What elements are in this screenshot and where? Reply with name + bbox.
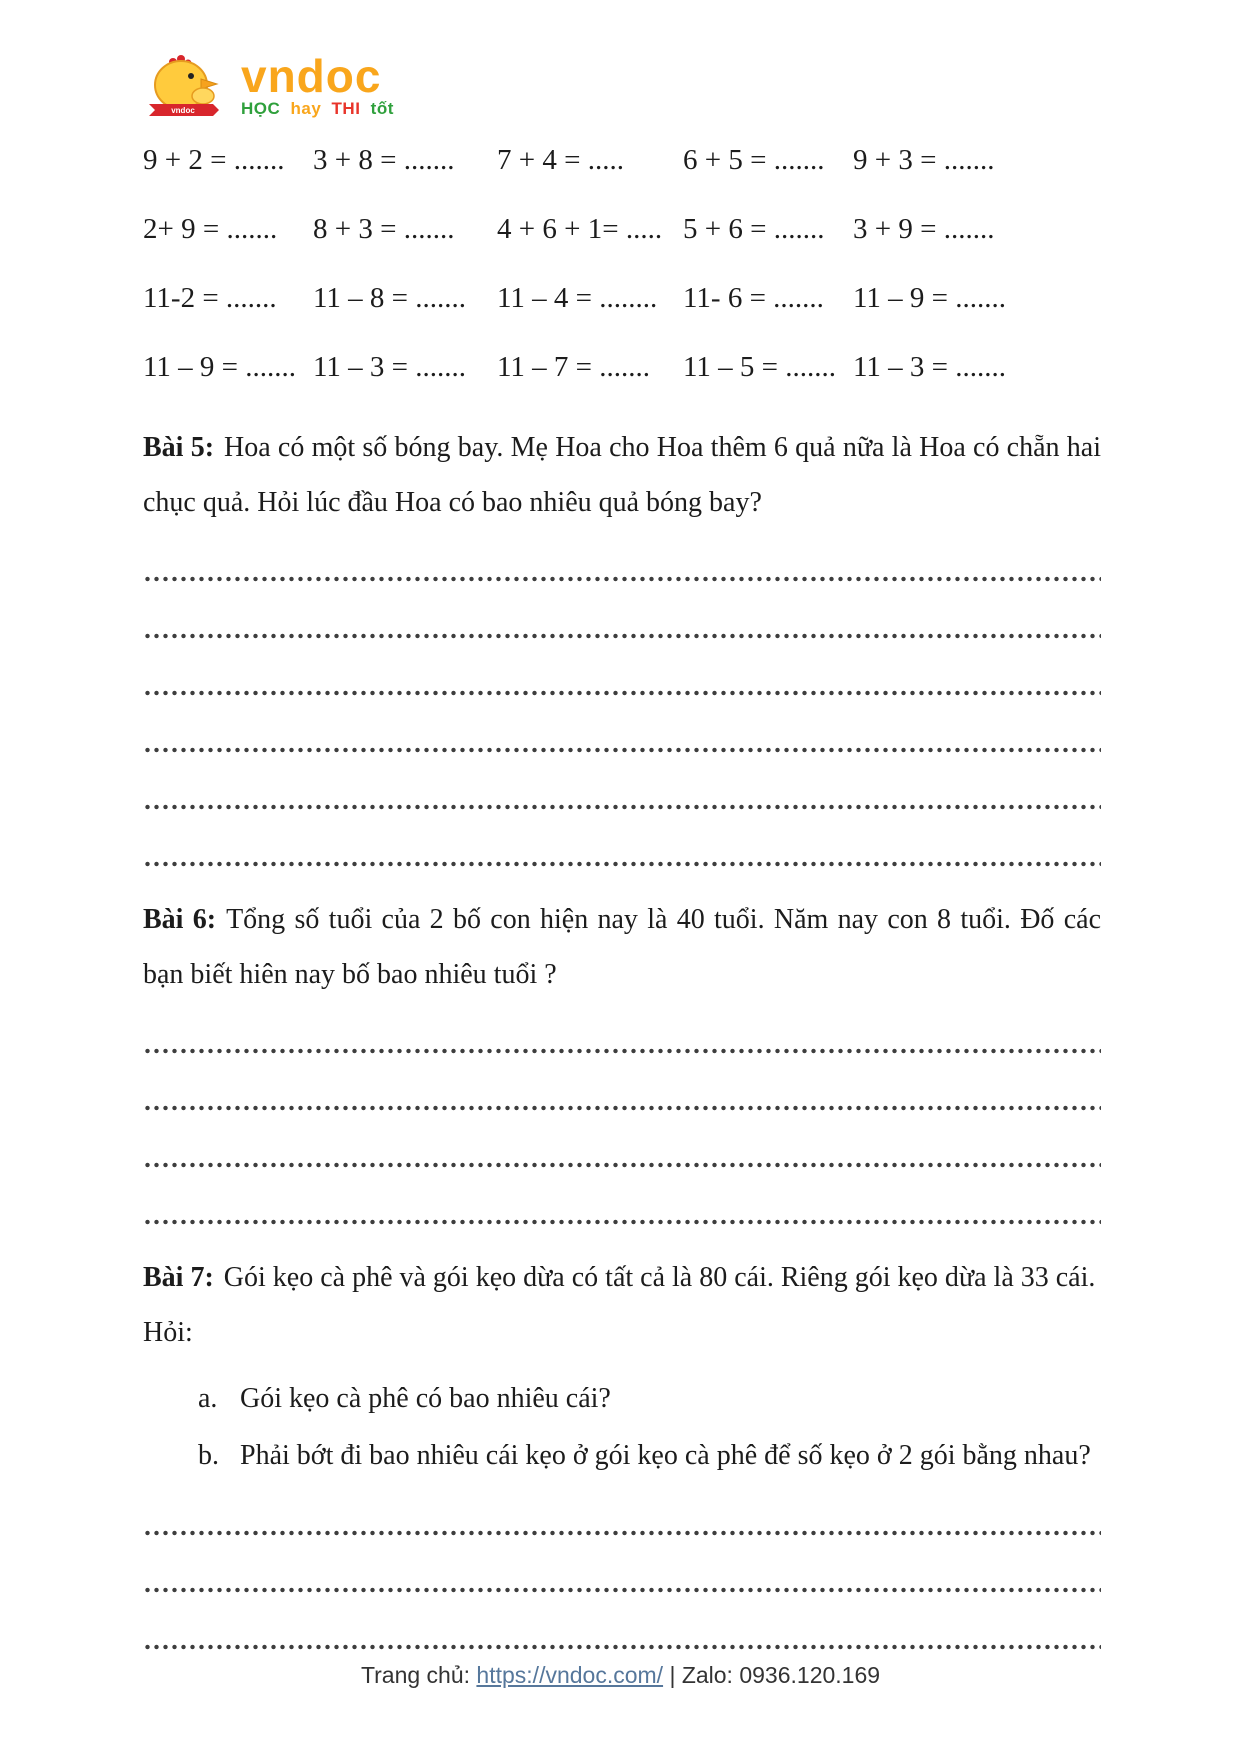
exercise-6-statement (143, 892, 1101, 1002)
tagline-word: HỌC (241, 99, 281, 118)
math-problem: 7 + 4 = ..... (497, 144, 624, 176)
ribbon-text: vndoc (171, 106, 195, 115)
exercise-7-statement (143, 1250, 1101, 1305)
math-problem: 11 – 3 = ....... (313, 351, 467, 383)
math-problem: 4 + 6 + 1= ..... (497, 213, 663, 245)
exercise-7-label: Bài 7: (143, 1262, 214, 1293)
math-row (143, 144, 1101, 177)
math-row (143, 282, 1101, 315)
footer-suffix: | Zalo: 0936.120.169 (663, 1662, 881, 1688)
brand-wordmark: vndoc (241, 50, 382, 102)
answer-line (143, 534, 1101, 591)
math-problem: 11 – 4 = ........ (497, 282, 658, 314)
answer-line (143, 705, 1101, 762)
tagline-word: hay (290, 99, 322, 118)
exercise-6-answer-lines (143, 1006, 1101, 1234)
answer-line (143, 1120, 1101, 1177)
math-row (143, 213, 1101, 246)
answer-line (143, 1063, 1101, 1120)
math-problem: 11 – 5 = ....... (683, 351, 837, 383)
math-problem: 9 + 3 = ....... (853, 144, 995, 176)
math-problem: 11 – 9 = ....... (853, 282, 1007, 314)
brand-tagline (241, 98, 399, 120)
exercise-6-text: Tổng số tuổi của 2 bố con hiện nay là 40 tuổi. Năm nay con 8 tuổi. Đố các bạn biết hiên nay bố bao nhiêu tuổi ? (143, 904, 1101, 990)
answer-line (143, 819, 1101, 876)
answer-line (143, 648, 1101, 705)
answer-line (143, 591, 1101, 648)
tagline-word: tốt (370, 99, 394, 118)
math-problem: 11 – 9 = ....... (143, 351, 297, 383)
answer-line (143, 1602, 1101, 1659)
exercise-7-question-label: Hỏi: (143, 1317, 193, 1348)
answer-line (143, 1177, 1101, 1234)
exercise-7-sub-items (143, 1370, 1101, 1484)
math-problem: 11- 6 = ....... (683, 282, 824, 314)
math-problem: 3 + 9 = ....... (853, 213, 995, 245)
math-problem: 5 + 6 = ....... (683, 213, 825, 245)
tagline-word: THI (331, 99, 361, 118)
math-problem: 6 + 5 = ....... (683, 144, 825, 176)
math-problem: 11 – 3 = ....... (853, 351, 1007, 383)
exercise-5-answer-lines (143, 534, 1101, 876)
exercise-7-answer-lines (143, 1488, 1101, 1659)
answer-line (143, 1006, 1101, 1063)
sub-item-a-marker: a. (198, 1383, 218, 1414)
sub-item-a-text: Gói kẹo cà phê có bao nhiêu cái? (240, 1383, 611, 1414)
math-problem: 11 – 8 = ....... (313, 282, 467, 314)
sub-item-b-text: Phải bớt đi bao nhiêu cái kẹo ở gói kẹo cà phê để số kẹo ở 2 gói bằng nhau? (240, 1440, 1091, 1471)
math-problem: 9 + 2 = ....... (143, 144, 285, 176)
math-problem: 11 – 7 = ....... (497, 351, 651, 383)
exercise-7 (143, 1250, 1101, 1659)
sub-item-b-marker: b. (198, 1440, 219, 1471)
exercise-6 (143, 892, 1101, 1234)
exercise-6-label: Bài 6: (143, 904, 217, 935)
page-footer (0, 1662, 1241, 1689)
math-problem: 3 + 8 = ....... (313, 144, 455, 176)
homepage-link[interactable]: https://vndoc.com/ (476, 1662, 664, 1688)
sub-item-a (143, 1370, 1101, 1427)
math-problem: 11-2 = ....... (143, 282, 277, 314)
chicken-mascot-icon (143, 52, 231, 129)
exercise-5 (143, 420, 1101, 876)
math-problems-table (143, 144, 1101, 384)
exercise-5-label: Bài 5: (143, 432, 215, 463)
answer-line (143, 762, 1101, 819)
vndoc-logo (143, 52, 1101, 130)
exercise-5-text: Hoa có một số bóng bay. Mẹ Hoa cho Hoa thêm 6 quả nữa là Hoa có chẵn hai chục quả. Hỏi lúc đầu Hoa có bao nhiêu quả bóng bay? (143, 432, 1101, 518)
exercise-5-statement (143, 420, 1101, 530)
footer-prefix: Trang chủ: (360, 1662, 477, 1688)
exercise-7-text: Gói kẹo cà phê và gói kẹo dừa có tất cả là 80 cái. Riêng gói kẹo dừa là 33 cái. (223, 1262, 1096, 1293)
sub-item-b (143, 1427, 1101, 1484)
math-problem: 2+ 9 = ....... (143, 213, 278, 245)
answer-line (143, 1545, 1101, 1602)
math-row (143, 351, 1101, 384)
math-problem: 8 + 3 = ....... (313, 213, 455, 245)
answer-line (143, 1488, 1101, 1545)
